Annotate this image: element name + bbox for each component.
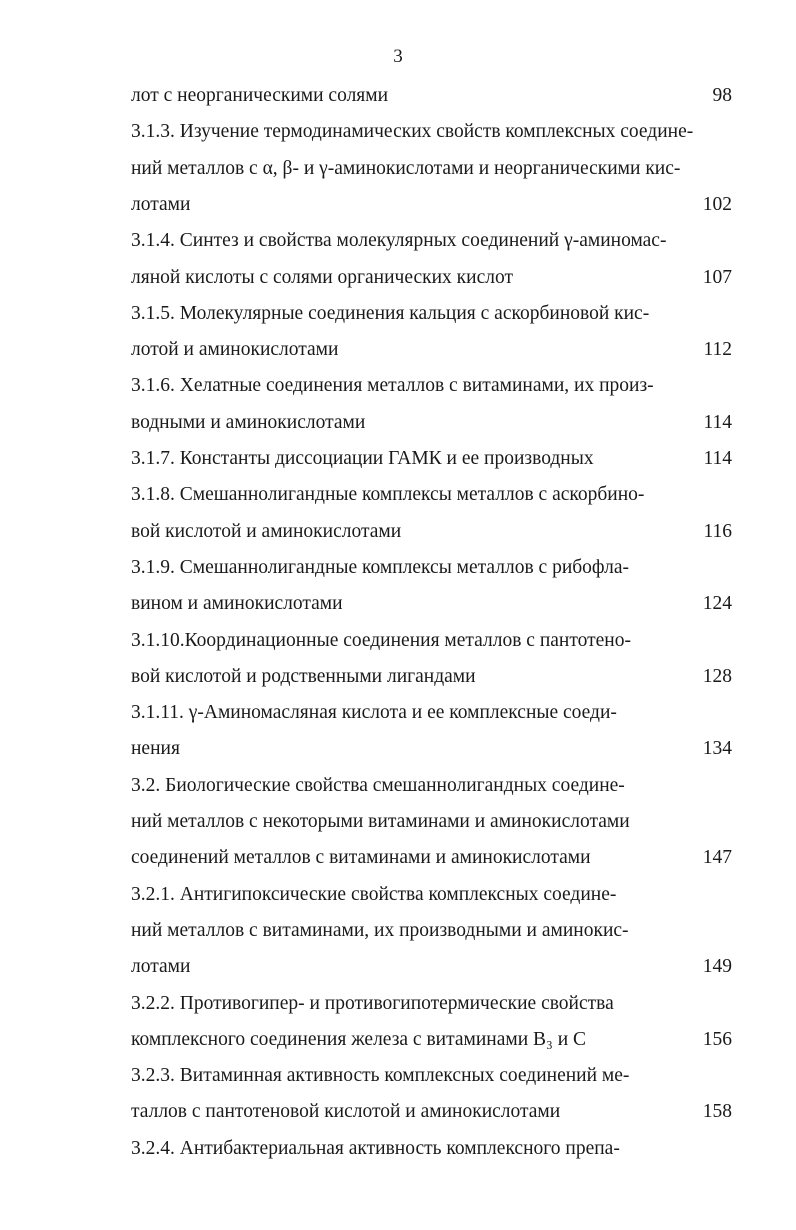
toc-entry-text: 3.1.3. Изучение термодинамических свойств комплексных соедине- [131,121,694,143]
toc-line [0,804,796,840]
toc-line [0,949,796,985]
toc-line [0,514,796,550]
toc-entry-text: лотами [131,956,191,978]
toc-line [0,659,796,695]
toc-entry-text: вой кислотой и аминокислотами [131,520,402,542]
toc-entry-text: лотой и аминокислотами [131,339,339,361]
toc-line [0,405,796,441]
toc-line [0,768,796,804]
toc-entry-text: 3.2.2. Противогипер- и противогипотермические свойства [131,992,614,1014]
toc-line [0,1094,796,1130]
toc-page-number: 156 [702,1028,732,1050]
toc-page-number: 112 [703,339,732,361]
toc-entry-text: 3.2.4. Антибактериальная активность комплексного препа- [131,1137,620,1159]
toc-entry-text: 3.2. Биологические свойства смешаннолигандных соедине- [131,774,625,796]
toc-entry-text: 3.2.1. Антигипоксические свойства комплексных соедине- [131,883,617,905]
toc-line [0,550,796,586]
toc-line [0,731,796,767]
toc-entry-text: ний металлов с некоторыми витаминами и аминокислотами [131,811,630,832]
toc-entry-text: 3.1.8. Смешаннолигандные комплексы металлов с аскорбино- [131,484,645,506]
toc-line [0,623,796,659]
toc-entry-text: 3.1.5. Молекулярные соединения кальция с аскорбиновой кис- [131,302,650,324]
toc-entry-text: комплексного соединения железа с витаминами B₃ и C [131,1028,587,1050]
toc-entry-text: 3.1.11. γ-Аминомасляная кислота и ее комплексные соеди- [131,702,617,724]
toc-page-number: 107 [702,266,732,288]
toc-line [0,986,796,1022]
toc-entry-text: таллов с пантотеновой кислотой и аминокислотами [131,1101,561,1123]
toc-entry-text: 3.1.9. Смешаннолигандные комплексы металлов с рибофла- [131,556,629,578]
toc-line [0,877,796,913]
toc-line [0,260,796,296]
toc-page-number: 114 [703,411,732,433]
toc-line [0,1022,796,1058]
toc-entry-text: вой кислотой и родственными лигандами [131,665,476,687]
toc-page-number: 102 [702,193,732,215]
toc-line [0,151,796,187]
toc-page-number: 116 [703,520,732,542]
toc-line [0,913,796,949]
toc-page-number: 114 [703,448,732,469]
toc-line [0,695,796,731]
toc-entry-text: водными и аминокислотами [131,411,366,433]
toc-entry-text: нения [131,738,180,760]
toc-page-number: 158 [702,1101,732,1123]
toc-entry-text: вином и аминокислотами [131,593,343,615]
toc-page-number: 128 [702,665,732,687]
toc-line [0,1058,796,1094]
toc-entry-text: 3.2.3. Витаминная активность комплексных соединений ме- [131,1065,630,1087]
page-number: 3 [393,46,403,67]
toc-entry-text: лот с неорганическими солями [131,85,389,106]
toc-line [0,477,796,513]
toc-line [0,223,796,259]
toc-entry-text: 3.1.10.Координационные соединения металлов с пантотено- [131,629,631,651]
toc-line [0,332,796,368]
toc-entry-text: 3.1.7. Константы диссоциации ГАМК и ее производных [131,448,594,469]
toc-entry-text: ний металлов с α, β- и γ-аминокислотами и неорганическими кис- [131,157,681,179]
toc-line [0,78,796,114]
toc-page-number: 147 [702,847,732,869]
toc-line [0,114,796,150]
toc-line [0,296,796,332]
toc-entry-text: лотами [131,193,191,215]
toc-page-number: 149 [702,956,732,978]
toc-line [0,840,796,876]
toc-entry-text: ляной кислоты с солями органических кислот [131,266,513,288]
toc-line [0,368,796,404]
toc-page-number: 98 [712,85,732,106]
toc-line [0,187,796,223]
toc-line [0,586,796,622]
toc-page-number: 124 [702,593,732,615]
toc-entry-text: ний металлов с витаминами, их производными и аминокис- [131,919,629,941]
toc-line [0,1131,796,1167]
toc-entry-text: 3.1.6. Хелатные соединения металлов с витаминами, их произ- [131,375,654,397]
toc-page-number: 134 [702,738,732,760]
toc-line [0,441,796,477]
toc-entry-text: соединений металлов с витаминами и аминокислотами [131,847,591,869]
toc-entry-text: 3.1.4. Синтез и свойства молекулярных соединений γ-аминомас- [131,230,667,252]
